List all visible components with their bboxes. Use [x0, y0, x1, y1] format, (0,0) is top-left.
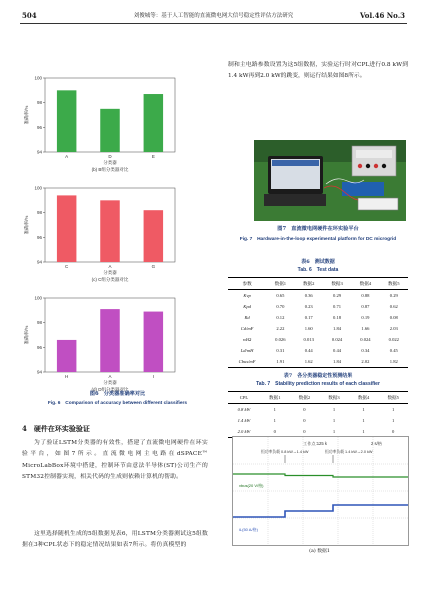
- table6-cell: 0.45: [389, 348, 398, 353]
- bar: [100, 109, 120, 152]
- table6-col: 数据1: [266, 278, 294, 290]
- table6-col: 数据5: [380, 278, 408, 290]
- bar: [144, 312, 164, 372]
- table6-cell: 1.60: [304, 326, 313, 331]
- x-tick-label: I: [152, 374, 154, 379]
- y-axis-label: 准确率/%: [24, 105, 29, 125]
- fig7-caption-en: Fig. 7 Hardware-in-the-loop experimental platform for DC microgrid: [239, 237, 397, 242]
- fig6-caption-cn: 图6 分类器准确率对比: [89, 391, 146, 397]
- table6-cell: 1.84: [323, 356, 351, 368]
- figure-6-charts: [20, 62, 215, 412]
- table6-row: [228, 290, 408, 302]
- table6-cell: 0.17: [304, 315, 313, 320]
- bar: [144, 210, 164, 262]
- section-para-2: 这里选择随机生成的5组数据见表6，用LSTM分类器测试这5组数据在3种CPL状态下的稳定情况结果如表7所示。将仿真模型的: [22, 531, 209, 549]
- scope-label-step1: 恒功率负载 0.8 kW→1.4 kW: [261, 450, 309, 454]
- table7-cell: 1: [392, 418, 395, 423]
- x-tick-label: A: [108, 264, 112, 269]
- chart-subcaption: (d) D组分类器对比: [91, 387, 129, 392]
- table7-col: 数据1: [260, 392, 290, 404]
- x-axis-label: 分类器: [103, 380, 117, 385]
- bar: [57, 195, 77, 262]
- table6-cell: 0.23: [304, 304, 313, 309]
- table6-col: 数据4: [351, 278, 379, 290]
- hil-platform-photo: [254, 140, 406, 221]
- y-tick-label: 100: [34, 295, 42, 301]
- table6-cell: 2.02: [351, 356, 379, 368]
- y-tick-label: 96: [36, 124, 42, 130]
- table6-title-en: Tab. 6 Test data: [297, 267, 339, 273]
- header-rule: [20, 23, 407, 24]
- table6-cell: 0.024: [360, 337, 371, 342]
- x-tick-label: A: [108, 374, 112, 379]
- table7-cell: 1: [349, 426, 379, 438]
- table7-row: [228, 404, 408, 416]
- fig8-caption: (a) 数据1: [309, 549, 330, 554]
- table6-row: [228, 301, 408, 312]
- table7-title-cn: 表7 各分类器稳定性预测结果: [283, 373, 353, 379]
- table6-cell: 2.03: [389, 326, 398, 331]
- y-axis-label: 准确率/%: [24, 215, 29, 235]
- table7-cell: 1: [332, 407, 336, 412]
- table6-cell: 0.87: [361, 304, 370, 309]
- table6-cell: 0.34: [361, 348, 370, 353]
- x-tick-label: E: [151, 154, 155, 159]
- oscilloscope-capture: [232, 436, 409, 546]
- table7-cell: 2.0 kW: [228, 426, 260, 438]
- table7-col: 数据2: [290, 392, 320, 404]
- table6-cell: 0.44: [304, 348, 313, 353]
- table7-cell: 0: [290, 426, 320, 438]
- table7-title-en: Tab. 7 Stability prediction results of each classifier: [256, 381, 380, 387]
- y-tick-label: 98: [36, 320, 42, 326]
- volume-label: Vol.46 No.3: [360, 11, 405, 20]
- table7-col: 数据4: [349, 392, 379, 404]
- x-tick-label: D: [108, 154, 112, 159]
- table6-cell: 0.31: [276, 348, 285, 353]
- table7-cell: 1: [273, 418, 276, 423]
- y-tick-label: 94: [36, 259, 42, 265]
- oscilloscope-plot: [233, 437, 408, 545]
- y-tick-label: 96: [36, 344, 42, 350]
- table6-cell: 0.70: [276, 304, 285, 309]
- x-tick-label: H: [65, 374, 69, 379]
- table7-cell: 0: [260, 426, 290, 438]
- table6-cell: 0.026: [275, 337, 286, 342]
- table6-cell: Cbus/mF: [228, 356, 266, 368]
- table6-cell: 0.65: [276, 293, 285, 298]
- bar: [57, 340, 77, 372]
- right-para: 制和主电路参数设置为这5组数据，实验运行时对CPL进行0.8 kW到1.4 kW再到2.0 kW的跳变，则运行结果如图8所示。: [228, 62, 408, 80]
- table6-row: [228, 312, 408, 323]
- fig7-caption-cn: 图7 直流微电网硬件在环实验平台: [277, 226, 359, 232]
- bar: [100, 200, 120, 262]
- table6-cell: 0.36: [304, 293, 313, 298]
- page-header: [0, 0, 427, 26]
- table6-cell: 1.62: [295, 356, 323, 368]
- table6-cell: 2.22: [276, 326, 285, 331]
- table6-cell: 0.29: [389, 293, 398, 298]
- bar: [100, 309, 120, 372]
- table6-cell: Kvp: [243, 293, 251, 298]
- x-axis-label: 分类器: [103, 160, 117, 165]
- y-tick-label: 100: [34, 185, 42, 191]
- table7-cell: 1: [362, 407, 365, 412]
- table6-cell: 0.022: [388, 337, 399, 342]
- table6-cell: 0.12: [276, 315, 285, 320]
- table7-cell: 1: [392, 407, 395, 412]
- table7-col: 数据5: [378, 392, 408, 404]
- table6-cell: 0.08: [389, 315, 398, 320]
- hil-platform-illustration: [254, 140, 406, 221]
- scope-label-current: iL(50 A/格): [239, 527, 258, 532]
- chart-subcaption: (b) B组分类器对比: [91, 167, 129, 172]
- table6-cell: 0.024: [331, 337, 343, 342]
- table6-cell: 0.29: [333, 293, 342, 298]
- page-number: 504: [22, 11, 37, 20]
- scope-label-vbus: vbus(20 V/格): [239, 483, 264, 488]
- scope-label-range: 2 s/格: [371, 441, 382, 446]
- table6-cell: 0.62: [389, 304, 398, 309]
- table6-cell: 1.66: [361, 326, 370, 331]
- table6-cell: 0.18: [333, 315, 342, 320]
- fig6-caption-en: Fig. 6 Comparison of accuracy between different classifiers: [47, 401, 188, 406]
- table6-row: [228, 323, 408, 334]
- table6-row: [228, 334, 408, 345]
- table7-col: CPL: [228, 392, 260, 404]
- table7-col: 数据3: [319, 392, 349, 404]
- chart-subcaption: (c) C组分类器对比: [91, 277, 129, 282]
- section-title: 4 硬件在环实验验证: [22, 424, 90, 433]
- table6: [228, 277, 408, 368]
- bar-chart-b: [23, 76, 175, 174]
- table6-cell: rd/Ω: [242, 337, 252, 342]
- y-tick-label: 100: [34, 75, 42, 81]
- running-title: 刘俊城等：基于人工智能的直流微电网大信号稳定性评估方法研究: [133, 13, 294, 19]
- table7-cell: 1: [362, 418, 365, 423]
- table6-cell: Rd: [244, 315, 250, 320]
- table6-cell: Kpd: [243, 304, 251, 309]
- table6-cell: Cd/mF: [240, 326, 254, 331]
- table6-col: 数据2: [295, 278, 323, 290]
- bar: [144, 94, 164, 152]
- table6-col: 参数: [228, 278, 266, 290]
- table7-row: [228, 415, 408, 426]
- table7-cell: 0.8 kW: [237, 407, 251, 412]
- y-tick-label: 94: [36, 369, 42, 375]
- y-tick-label: 94: [36, 149, 42, 155]
- scope-label-top: 工作点:125 k: [303, 441, 327, 446]
- table7-cell: 1: [273, 407, 276, 412]
- x-tick-label: G: [151, 264, 156, 269]
- y-tick-label: 98: [36, 210, 42, 216]
- table7-cell: 0: [378, 426, 408, 438]
- section-para-1: 为了验证LSTM分类器的有效性，搭建了直流微电网硬件在环实验平台，如图7所示。直流微电网主电路在dSPACE™ MicroLabBox环境中搭建，控制环节由意法半导体(ST)公司生产的STM32控制器实现，相关代码的生成则依赖计算机的帮助。: [22, 440, 208, 481]
- bar-chart-d: [23, 296, 175, 394]
- table6-row: [228, 345, 408, 356]
- table6-col: 数据3: [323, 278, 351, 290]
- table6-cell: 0.71: [333, 304, 342, 309]
- x-tick-label: C: [65, 264, 69, 269]
- x-tick-label: A: [65, 154, 69, 159]
- table6-row: [228, 356, 408, 368]
- figure-6: [20, 62, 215, 412]
- table6-cell: Ld/mH: [240, 348, 254, 353]
- y-tick-label: 96: [36, 234, 42, 240]
- y-tick-label: 98: [36, 100, 42, 106]
- bar: [57, 90, 77, 152]
- y-axis-label: 准确率/%: [24, 325, 29, 345]
- table7-cell: 1: [332, 418, 336, 423]
- bar-chart-c: [23, 186, 175, 284]
- table7: [228, 391, 408, 438]
- table7-cell: 0: [303, 418, 306, 423]
- table7-cell: 1: [319, 426, 349, 438]
- table6-title-cn: 表6 测试数据: [301, 259, 335, 265]
- table6-cell: 0.013: [303, 337, 314, 342]
- x-axis-label: 分类器: [103, 270, 117, 275]
- scope-label-step2: 恒功率负载 1.4 kW→2.0 kW: [325, 450, 373, 454]
- table6-cell: 0.44: [333, 348, 342, 353]
- table6-cell: 0.88: [361, 293, 370, 298]
- table7-cell: 1.4 kW: [237, 418, 251, 423]
- table6-cell: 1.91: [266, 356, 294, 368]
- table6-cell: 0.19: [361, 315, 370, 320]
- table7-cell: 0: [303, 407, 306, 412]
- table6-cell: 1.84: [333, 326, 342, 331]
- table6-cell: 1.82: [380, 356, 408, 368]
